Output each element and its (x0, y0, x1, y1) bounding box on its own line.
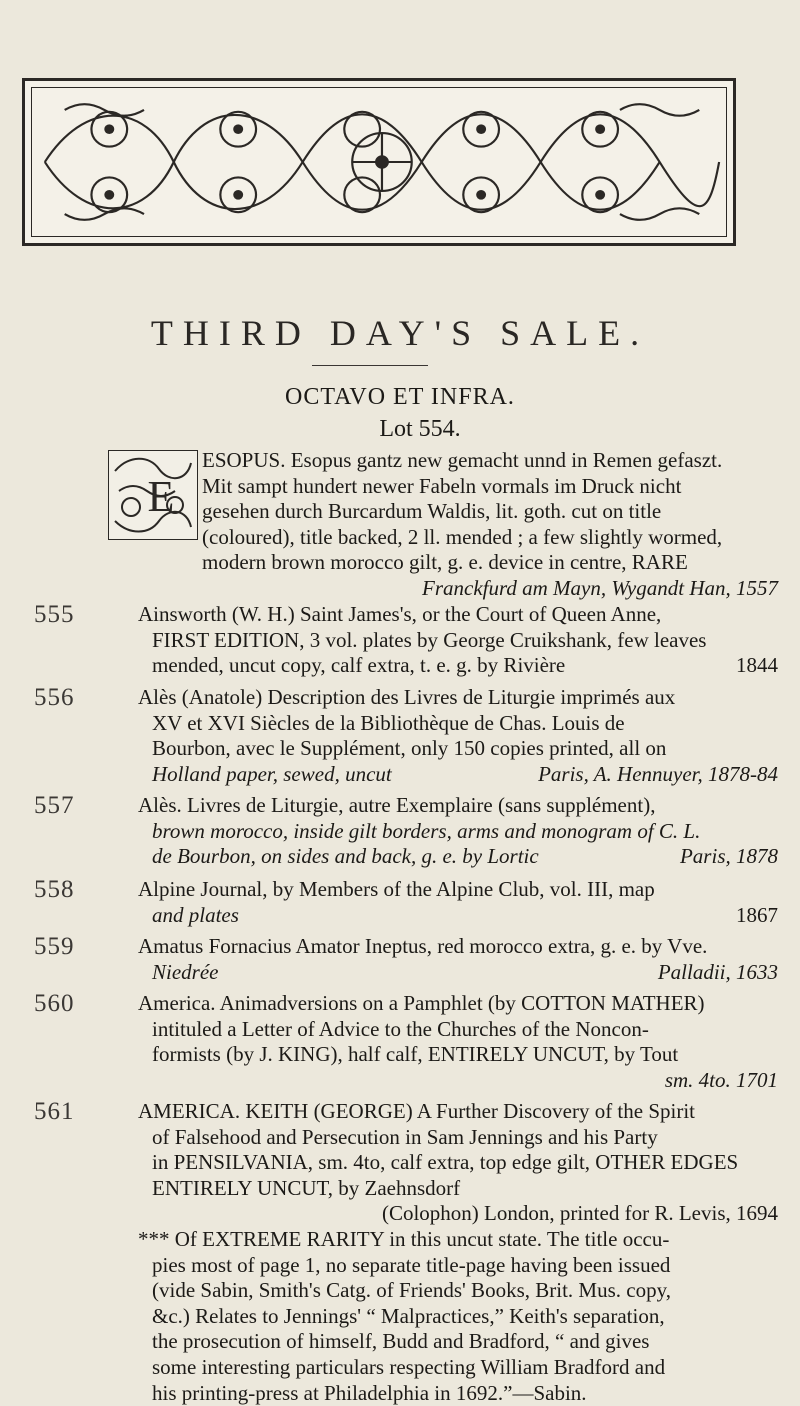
lot-number: 555 (34, 601, 75, 628)
lot-number: 560 (34, 990, 75, 1017)
lot-entry-555 (138, 602, 778, 679)
entry-line: brown morocco, inside gilt borders, arms and monogram of C. L. (152, 818, 701, 843)
entry-imprint: Palladii, 1633 (657, 959, 778, 984)
entry-line: modern brown morocco gilt, g. e. device in centre, RARE (202, 550, 688, 575)
note-line: pies most of page 1, no separate title-page having been issued (152, 1252, 671, 1277)
lot-number: 558 (34, 876, 75, 903)
entry-line (138, 960, 778, 986)
entry-line: Amatus Fornacius Amator Ineptus, red morocco extra, g. e. by Vve. (138, 934, 708, 958)
entry-line: intituled a Letter of Advice to the Churches of the Noncon- (152, 1016, 649, 1041)
entry-line (138, 762, 778, 788)
entry-line: Alpine Journal, by Members of the Alpine Club, vol. III, map (138, 877, 655, 901)
entry-imprint: Paris, A. Hennuyer, 1878-84 (538, 761, 778, 786)
entry-line: ESOPUS. Esopus gantz new gemacht unnd in Remen gefaszt. (202, 448, 723, 472)
lot-heading: Lot 554. (379, 416, 461, 442)
entry-imprint: (Colophon) London, printed for R. Levis, 1694 (381, 1201, 778, 1226)
lot-entry-554 (202, 448, 778, 602)
note-line: *** Of EXTREME RARITY in this uncut state. The title occu- (138, 1226, 670, 1251)
entry-line: America. Animadversions on a Pamphlet (by COTTON MATHER) (138, 991, 705, 1015)
lot-entry-560 (138, 991, 778, 1093)
entry-line (138, 844, 778, 870)
entry-line (138, 653, 778, 679)
entry-imprint: Franckfurd am Mayn, Wygandt Han, 1557 (422, 575, 778, 600)
note-line: some interesting particulars respecting William Bradford and (152, 1354, 666, 1379)
entry-line: formists (by J. KING), half calf, ENTIRELY UNCUT, by Tout (152, 1042, 679, 1067)
note-line: the prosecution of himself, Budd and Bradford, “ and gives (152, 1329, 650, 1354)
lot-entry-558 (138, 877, 778, 928)
entry-line: Bourbon, avec le Supplément, only 150 copies printed, all on (152, 736, 667, 761)
entry-line: AMERICA. KEITH (GEORGE) A Further Discovery of the Spirit (138, 1099, 696, 1123)
entry-line: FIRST EDITION, 3 vol. plates by George Cruikshank, few leaves (152, 627, 707, 652)
lot-number: 556 (34, 684, 75, 711)
lot-entry-557 (138, 793, 778, 870)
entry-line: Alès. Livres de Liturgie, autre Exemplaire (sans supplément), (138, 793, 656, 817)
entry-line: XV et XVI Siècles de la Bibliothèque de Chas. Louis de (152, 710, 625, 735)
entry-line: Ainsworth (W. H.) Saint James's, or the Court of Queen Anne, (138, 602, 662, 626)
entry-line: ENTIRELY UNCUT, by Zaehnsdorf (152, 1175, 461, 1200)
entry-line: of Falsehood and Persecution in Sam Jennings and his Party (152, 1124, 658, 1149)
entry-line-text: de Bourbon, on sides and back, g. e. by Lortic (152, 844, 539, 869)
note-line: (vide Sabin, Smith's Catg. of Friends' Books, Brit. Mus. copy, (152, 1278, 671, 1303)
lot-number: 559 (34, 933, 75, 960)
entry-date: 1844 (736, 653, 778, 678)
entry-line-text: Niedrée (152, 959, 219, 984)
section-title: OCTAVO ET INFRA. (285, 384, 515, 410)
lot-entry-561 (138, 1099, 778, 1406)
lot-number: 557 (34, 792, 75, 819)
ornamental-headpiece-icon (22, 78, 736, 246)
entry-line-text: mended, uncut copy, calf extra, t. e. g. by Rivière (152, 653, 566, 678)
lot-entry-556 (138, 685, 778, 787)
note-line: his printing-press at Philadelphia in 1692.”—Sabin. (152, 1380, 587, 1405)
lot-number: 561 (34, 1098, 75, 1125)
entry-line: in PENSILVANIA, sm. 4to, calf extra, top edge gilt, OTHER EDGES (152, 1150, 739, 1175)
lot-entry-559 (138, 934, 778, 985)
entry-line: Mit sampt hundert newer Fabeln vormals im Druck nicht (202, 473, 682, 498)
entry-imprint: Paris, 1878 (679, 844, 778, 869)
sale-title: THIRD DAY'S SALE. (150, 313, 650, 353)
entry-line: (coloured), title backed, 2 ll. mended ; a few slightly wormed, (202, 524, 723, 549)
entry-imprint: sm. 4to. 1701 (664, 1067, 778, 1092)
entry-line (138, 903, 778, 929)
decorated-initial-e-icon (108, 450, 198, 540)
entry-line-text: and plates (152, 902, 239, 927)
entry-line: gesehen durch Burcardum Waldis, lit. goth. cut on title (202, 499, 662, 524)
svg-text:E: E (147, 472, 175, 521)
title-rule (312, 365, 428, 366)
entry-line: Alès (Anatole) Description des Livres de Liturgie imprimés aux (138, 685, 676, 709)
note-line: &c.) Relates to Jennings' “ Malpractices,” Keith's separation, (152, 1303, 665, 1328)
entry-line-text: Holland paper, sewed, uncut (152, 761, 392, 786)
entry-date: 1867 (736, 902, 778, 927)
